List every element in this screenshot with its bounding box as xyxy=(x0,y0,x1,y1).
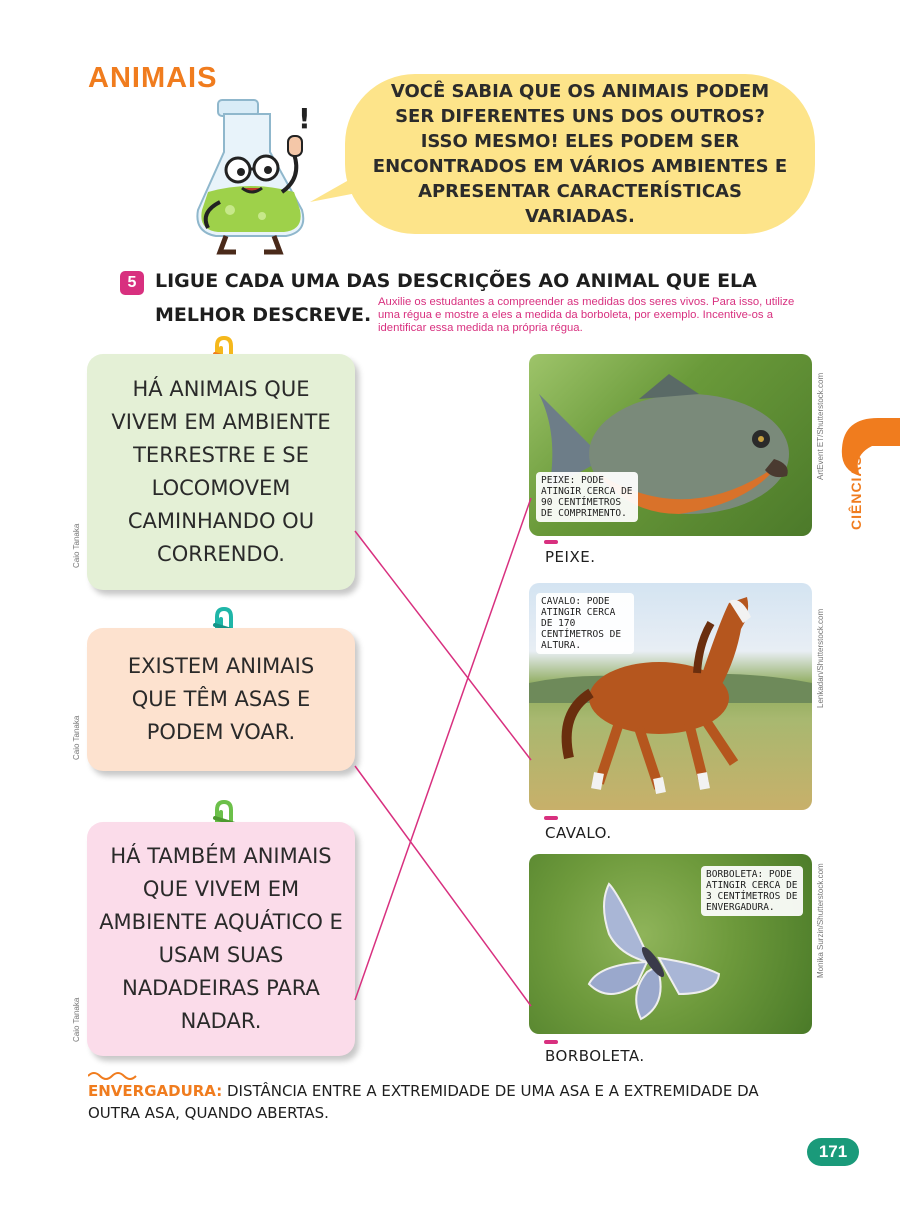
photo-credit: Lenkadan/Shutterstock.com xyxy=(816,608,825,708)
teacher-note: Auxilie os estudantes a compreender as medidas dos seres vivos. Para isso, utilize uma régua e mostre a eles a medida da borboleta, por exemplo. Incentive-os a identificar essa medida na própria régua. xyxy=(378,296,795,334)
fish-photo[interactable] xyxy=(529,354,812,536)
fish-caption: PEIXE: PODE ATINGIR CERCA DE 90 CENTÍMETROS DE COMPRIMENTO. xyxy=(536,472,638,522)
answer-line-flying-butterfly xyxy=(355,766,531,1006)
page-number: 171 xyxy=(807,1138,859,1166)
answer-dash xyxy=(544,1040,558,1044)
speech-bubble xyxy=(345,74,815,234)
animal-label-horse: CAVALO. xyxy=(545,824,612,842)
answer-dash xyxy=(544,540,558,544)
horse-caption: CAVALO: PODE ATINGIR CERCA DE 170 CENTÍMETROS DE ALTURA. xyxy=(536,593,634,654)
glossary-wave-icon xyxy=(88,1070,138,1080)
answer-dash xyxy=(544,816,558,820)
photo-credit: ArtEvent ET/Shutterstock.com xyxy=(816,372,825,480)
horse-photo[interactable] xyxy=(529,583,812,810)
animal-label-fish: PEIXE. xyxy=(545,548,596,566)
description-card-flying[interactable] xyxy=(87,628,355,771)
description-card-text: HÁ ANIMAIS QUE VIVEM EM AMBIENTE TERRESTRE E SE LOCOMOVEM CAMINHANDO OU CORRENDO. xyxy=(111,377,331,566)
question-text-line2: MELHOR DESCREVE. xyxy=(155,304,372,326)
card-credit: Caio Tanaka xyxy=(72,997,81,1042)
description-card-terrestrial[interactable] xyxy=(87,354,355,590)
butterfly-caption: BORBOLETA: PODE ATINGIR CERCA DE 3 CENTÍMETROS DE ENVERGADURA. xyxy=(701,866,803,916)
answer-line-terrestrial-horse xyxy=(355,531,531,760)
description-card-text: EXISTEM ANIMAIS QUE TÊM ASAS E PODEM VOAR. xyxy=(127,654,315,744)
glossary-text: DISTÂNCIA ENTRE A EXTREMIDADE DE UMA ASA E A EXTREMIDADE DA OUTRA ASA, QUANDO ABERTAS. xyxy=(88,1082,759,1122)
animal-label-butterfly: BORBOLETA. xyxy=(545,1047,645,1065)
glossary-term: ENVERGADURA: xyxy=(88,1082,223,1100)
question-number: 5 xyxy=(120,271,144,295)
answer-line-aquatic-fish xyxy=(355,498,531,1000)
glossary-definition xyxy=(88,1080,808,1124)
side-tab-label: CIÊNCIAS xyxy=(848,455,864,530)
description-card-text: HÁ TAMBÉM ANIMAIS QUE VIVEM EM AMBIENTE AQUÁTICO E USAM SUAS NADADEIRAS PARA NADAR. xyxy=(99,844,343,1033)
speech-bubble-text: VOCÊ SABIA QUE OS ANIMAIS PODEM SER DIFERENTES UNS DOS OUTROS? ISSO MESMO! ELES PODEM SER ENCONTRADOS EM VÁRIOS AMBIENTES E APRESENTAR CARACTERÍSTICAS VARIADAS. xyxy=(372,81,788,227)
svg-text:!: ! xyxy=(298,102,311,135)
section-title: ANIMAIS xyxy=(88,62,218,94)
butterfly-photo[interactable] xyxy=(529,854,812,1034)
photo-credit: Monika Surzin/Shutterstock.com xyxy=(816,863,825,978)
flask-mascot-icon xyxy=(190,92,320,257)
question-text-line1: LIGUE CADA UMA DAS DESCRIÇÕES AO ANIMAL QUE ELA xyxy=(155,270,757,292)
card-credit: Caio Tanaka xyxy=(72,523,81,568)
card-credit: Caio Tanaka xyxy=(72,715,81,760)
description-card-aquatic[interactable] xyxy=(87,822,355,1056)
